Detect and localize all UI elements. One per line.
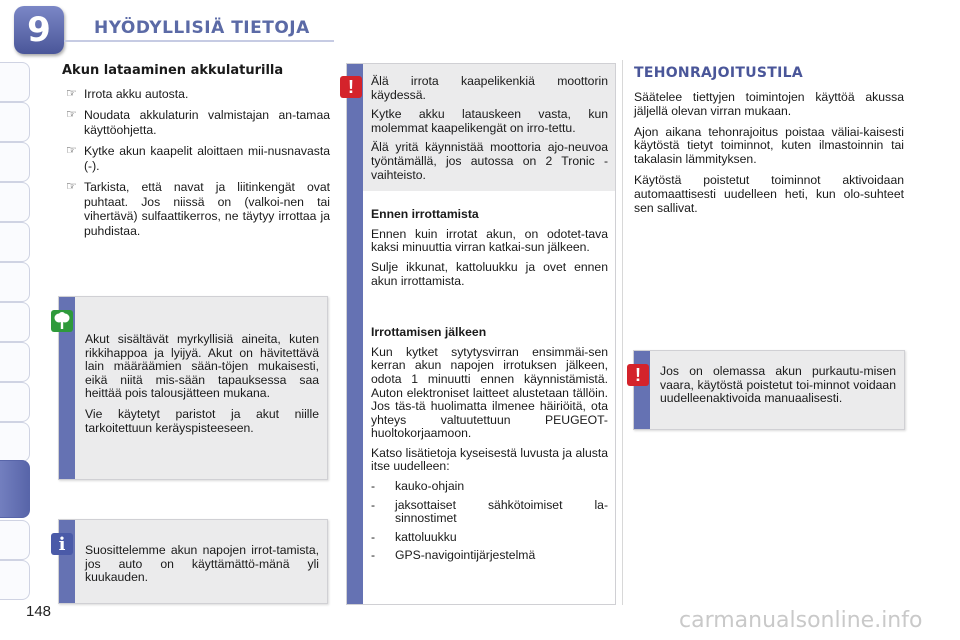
tree-icon [51,310,73,332]
chapter-tab-13[interactable] [0,560,30,600]
subsection-title: Ennen irrottamista [371,207,479,222]
paragraph: Käytöstä poistetut toiminnot aktivoidaan automaattisesti uudelleen heti, kun olo-suhteet sen sallivat. [634,172,904,215]
eco-paragraph: Vie käytetyt paristot ja akut niille tarkoitettuun keräyspisteeseen. [85,406,319,435]
eco-box-text [85,333,319,442]
info-icon: i [51,533,73,555]
box-accent-bar [634,351,650,429]
list-item: ☞ Irrota akku autosta. [62,87,330,102]
exclamation-icon: ! [340,76,362,98]
list-item: ☞ Noudata akkulaturin valmistajan an-tamaa käyttöohjetta. [62,108,330,137]
warning-paragraph: Älä irrota kaapelikenkiä moottorin käydessä. [371,74,608,102]
list-item: - jaksottaiset sähkötoimiset la-sinnostimet [371,499,608,526]
chapter-tab-12[interactable] [0,520,30,560]
warning-box [633,350,905,430]
paragraph: Sulje ikkunat, kattoluukku ja ovet ennen akun irrottamista. [371,259,608,288]
chapter-number-badge: 9 [14,6,64,54]
chapter-tab-6[interactable] [0,262,30,302]
paragraph: Säätelee tiettyjen toimintojen käyttöä akussa jäljellä olevan virran mukaan. [634,90,904,118]
dash-list [371,480,608,563]
list-item: - kattoluukku [371,531,608,545]
paragraph: Ennen kuin irrotat akun, on odotet-tava kaksi minuuttia virran katkai-sun jälkeen. [371,226,608,255]
chapter-tab-10[interactable] [0,422,30,462]
warning-box-text: Jos on olemassa akun purkautu-misen vaara, käytöstä poistetut toi-minnot voidaan uudelleenaktivoida manuaalisesti. [660,364,896,406]
info-box-text: Suosittelemme akun napojen irrot-tamista, jos auto on käyttämättö-mänä yli kuukauden. [85,543,319,585]
section-title: TEHONRAJOITUSTILA [634,65,803,81]
paragraph: Kun kytket sytytysvirran ensimmäi-sen kerran akun napojen irrotuksen jälkeen, odota 1 minuutti ennen käynnistämistä. Auton elektroniset laitteet alustetaan tällöin. Jos täs-tä huolimatta ilmenee häiriöitä, ota yhteys valtuutettuun PEUGEOT-huoltokorjaamoon. [371,344,608,441]
right-column-text [634,91,904,222]
paragraph: Katso lisätietoja kyseisestä luvusta ja alusta itse uudelleen: [371,445,608,474]
panel-accent-bar [347,64,363,604]
chapter-tab-4[interactable] [0,182,30,222]
eco-paragraph: Akut sisältävät myrkyllisiä aineita, kuten rikkihappoa ja lyijyä. Akut on hävitettävä lain määräämien sään-töjen mukaisesti, eikä niitä mis-sään tapauksessa saa heittää pois talousjätteen mukana. [85,332,319,401]
title-rule [64,40,334,42]
warning-paragraph: Kytke akku latauskeen vasta, kun molemmat kaapelikengät on irro-tettu. [371,107,608,135]
chapter-tab-9[interactable] [0,382,30,422]
list-item: - GPS-navigointijärjestelmä [371,549,608,563]
chapter-tab-active[interactable] [0,460,30,518]
section-title: Akun lataaminen akkulaturilla [62,63,284,78]
info-box [58,519,328,604]
list-item: ☞ Kytke akun kaapelit aloittaen mii-nusnavasta (-). [62,144,330,173]
bullet-list [62,87,330,239]
chapter-tab-1[interactable] [0,62,30,102]
list-item: - kauko-ohjain [371,480,608,494]
warning-paragraph: Älä yritä käynnistää moottoria ajo-neuvoa työntämällä, jos autossa on 2 Tronic -vaihteisto. [371,140,608,182]
watermark: carmanualsonline.info [679,608,923,633]
panel-text [371,75,608,568]
exclamation-icon: ! [627,364,649,386]
column-divider [622,60,623,605]
chapter-tab-2[interactable] [0,102,30,142]
chapter-title: HYÖDYLLISIÄ TIETOJA [94,18,310,38]
chapter-tab-8[interactable] [0,342,30,382]
subsection-title: Irrottamisen jälkeen [371,325,487,340]
chapter-tab-7[interactable] [0,302,30,342]
page-number: 148 [26,603,52,620]
paragraph: Ajon aikana tehonrajoitus poistaa väliai-kaisesti käytöstä tietyt toiminnot, kuten ilmastoinnin tai takalasin lämmityksen. [634,124,904,167]
warning-panel [346,63,616,605]
chapter-tab-5[interactable] [0,222,30,262]
chapter-tab-3[interactable] [0,142,30,182]
eco-box [58,296,328,480]
list-item: ☞ Tarkista, että navat ja liitinkengät ovat puhtaat. Jos niissä on (valkoi-nen tai vihertävä) sulfaattikerros, ne täytyy irrottaa ja puhdistaa. [62,180,330,238]
left-column [62,64,330,245]
